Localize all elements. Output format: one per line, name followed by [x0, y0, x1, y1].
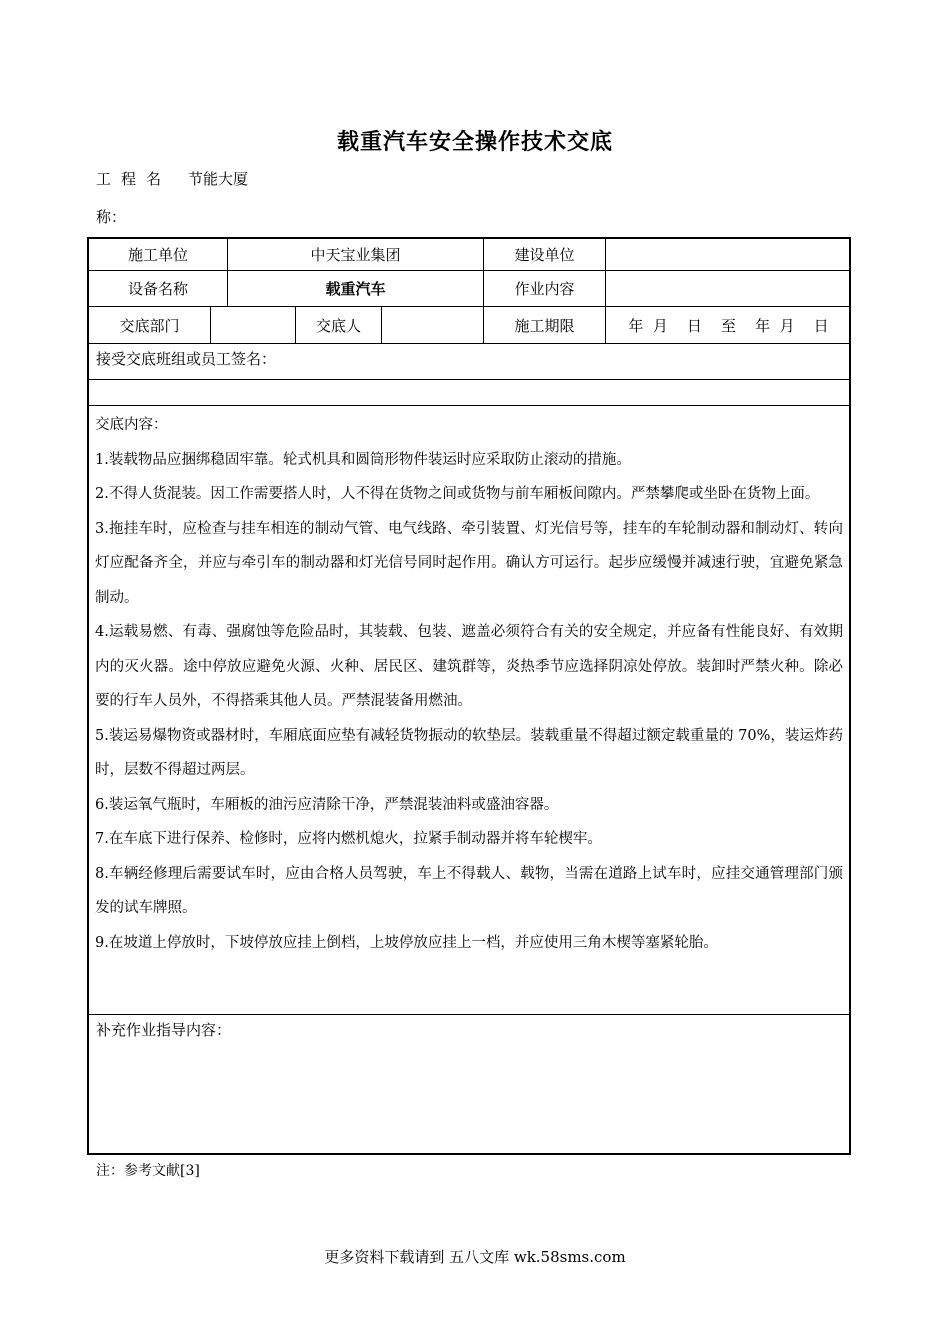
- construction-period-label: 施工期限: [514, 316, 575, 335]
- footnote: 注：参考文献[3]: [96, 1163, 200, 1179]
- discloser-value: [382, 307, 483, 343]
- disclosure-content: [95, 408, 843, 960]
- equipment-name-label: 设备名称: [127, 280, 188, 298]
- owner-unit-value: [606, 239, 851, 270]
- owner-unit-label: 建设单位: [514, 246, 575, 264]
- project-name-label: 工程名: [96, 170, 172, 188]
- content-item: 7.在车底下进行保养、检修时，应将内燃机熄火，拉紧手制动器并将车轮楔牢。: [95, 831, 602, 847]
- content-item: 8.车辆经修理后需要试车时，应由合格人员驾驶，车上不得载人、载物，当需在道路上试车时，应挂交通管理部门颁发的试车牌照。: [95, 865, 843, 916]
- construction-unit-value: 中天宝业集团: [310, 246, 401, 264]
- work-content-label: 作业内容: [514, 280, 575, 298]
- discloser-label: 交底人: [315, 316, 361, 335]
- content-item: 4.运载易燃、有毒、强腐蚀等危险品时，其装载、包装、遮盖必须符合有关的安全规定，并应备有性能良好、有效期内的灭火器。途中停放应避免火源、火种、居民区、建筑群等，炎热季节应选择阴凉处停放。装卸时严禁火种。除必要的行车人员外，不得搭乘其他人员。严禁混装备用燃油。: [95, 624, 843, 709]
- content-item: 2.不得人货混装。因工作需要搭人时，人不得在货物之间或货物与前车厢板间隙内。严禁攀爬或坐卧在货物上面。: [95, 486, 820, 502]
- disclosure-department-label: 交底部门: [119, 316, 180, 335]
- equipment-name-value: 载重汽车: [325, 280, 386, 298]
- row-divider: [89, 379, 851, 380]
- project-name-value: 节能大厦: [188, 170, 249, 188]
- construction-unit-label: 施工单位: [127, 246, 188, 264]
- supplement-label: 补充作业指导内容：: [96, 1021, 232, 1039]
- row-divider: [89, 405, 851, 406]
- row-divider: [89, 1014, 851, 1015]
- footer-text: 更多资料下载请到 五八文库 wk.58sms.com: [324, 1248, 626, 1266]
- content-item: 6.装运氧气瓶时，车厢板的油污应清除干净，严禁混装油料或盛油容器。: [95, 796, 559, 813]
- content-item: 9.在坡道上停放时，下坡停放应挂上倒档，上坡停放应挂上一档，并应使用三角木楔等塞紧轮胎。: [95, 934, 718, 951]
- content-label: 交底内容：: [95, 417, 168, 433]
- row-divider: [89, 343, 851, 344]
- content-item: 1.装载物品应捆绑稳固牢靠。轮式机具和圆筒形物件装运时应采取防止滚动的措施。: [95, 451, 631, 468]
- work-content-value: [606, 271, 851, 306]
- disclosure-department-value: [211, 307, 295, 343]
- content-item: 3.拖挂车时，应检查与挂车相连的制动气管、电气线路、牵引装置、灯光信号等，挂车的车轮制动器和制动灯、转向灯应配备齐全，并应与牵引车的制动器和灯光信号同时起作用。确认方可运行。起步应缓慢并减速行驶，宜避免紧急制动。: [95, 520, 843, 606]
- signature-label: 接受交底班组或员工签名：: [96, 350, 277, 368]
- project-name-label-continued: 称：: [96, 208, 127, 226]
- content-item: 5.装运易爆物资或器材时，车厢底面应垫有减轻货物振动的软垫层。装载重量不得超过额定载重量的 70%，装运炸药时，层数不得超过两层。: [95, 727, 843, 778]
- document-title: 载重汽车安全操作技术交底: [336, 130, 613, 155]
- construction-period-value: 年 月 日 至 年 月 日: [628, 316, 829, 335]
